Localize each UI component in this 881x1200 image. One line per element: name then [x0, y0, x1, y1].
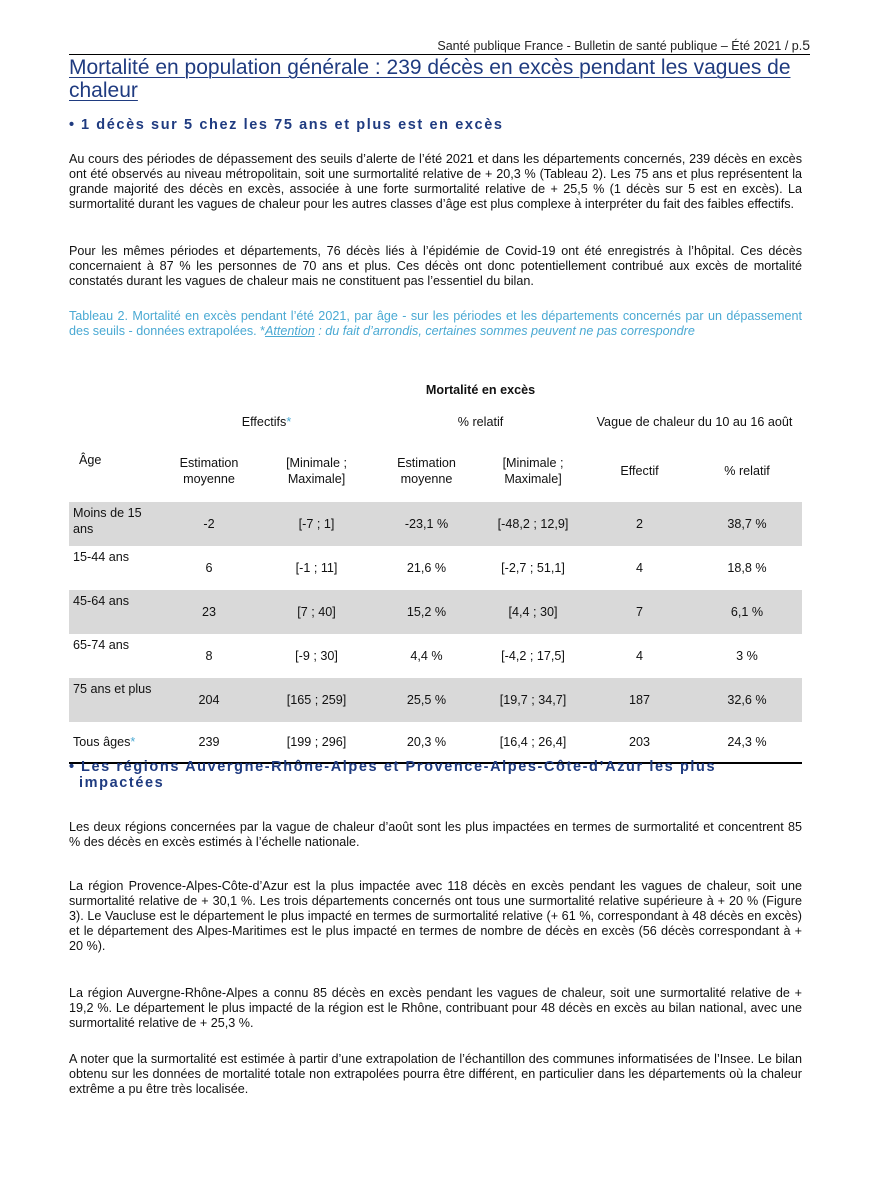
table-title: Mortalité en excès — [425, 383, 536, 397]
cell-pct-range: [19,7 ; 34,7] — [479, 678, 587, 722]
cell-estimation: -2 — [159, 502, 259, 546]
paragraph-regions-intro: Les deux régions concernées par la vague de chaleur d’août sont les plus impactées en termes de surmortalité et concentrent 85 % des décès en excès estimés à l’échelle nationale. — [69, 820, 802, 849]
cell-pct-range: [4,4 ; 30] — [479, 590, 587, 634]
cell-range: [-7 ; 1] — [259, 502, 374, 546]
cell-vague-effectif: 4 — [636, 561, 644, 575]
cell-estimation: 204 — [159, 678, 259, 722]
cell-age — [69, 722, 159, 763]
running-header-text: Santé publique France - Bulletin de santé publique – Été 2021 / p. — [437, 39, 803, 53]
col-header-age: Âge — [79, 453, 102, 467]
caption-note: : du fait d’arrondis, certaines sommes peuvent ne pas correspondre — [314, 324, 695, 338]
caption-main: Tableau 2. Mortalité en excès pendant l’été 2021, par âge - sur les périodes et les départements concernés par un dépassement des seuils - données extrapolées. * — [69, 309, 802, 338]
table-row — [69, 502, 802, 546]
cell-pct-range: [-4,2 ; 17,5] — [501, 649, 565, 663]
header-effectifs-text: Effectifs — [241, 415, 287, 429]
cell-pct-range: [-2,7 ; 51,1] — [501, 561, 565, 575]
cell-estimation: 8 — [205, 649, 213, 663]
cell-vague-effectif: 2 — [587, 502, 692, 546]
table-row — [69, 678, 802, 722]
cell-estimation: 239 — [159, 722, 259, 763]
page-title: Mortalité en population générale : 239 décès en excès pendant les vagues de chaleur — [69, 56, 791, 102]
cell-range: [-9 ; 30] — [295, 649, 338, 663]
col-header-pct-relatif: % relatif — [724, 464, 770, 478]
section-heading-age — [69, 117, 809, 133]
header-effectifs-star: * — [286, 415, 292, 429]
cell-pct-range: [16,4 ; 26,4] — [479, 722, 587, 763]
cell-age: 75 ans et plus — [69, 678, 159, 722]
cell-range: [7 ; 40] — [259, 590, 374, 634]
paragraph-extrapolation-note: A noter que la surmortalité est estimée à partir d’une extrapolation de l’échantillon des communes informatisées de l’Insee. Le bilan obtenu sur les données de mortalité totale non extrapolées pourra être différent, en particulier dans les départements où la chaleur extrême a pu être très localisée. — [69, 1052, 802, 1096]
cell-vague-pct: 24,3 % — [692, 722, 802, 763]
cell-vague-pct: 6,1 % — [692, 590, 802, 634]
col-header-effectif: Effectif — [620, 464, 659, 478]
cell-vague-effectif: 4 — [636, 649, 644, 663]
paragraph-paca: La région Provence-Alpes-Côte-d’Azur est la plus impactée avec 118 décès en excès pendant les vagues de chaleur, soit une surmortalité relative de + 30,1 %. Les trois départements concernés ont tous une surmortalité relative supérieure à + 20 % (Figure 3). Le Vaucluse est le département le plus impacté en termes de surmortalité relative (+ 61 %, correspondant à 48 décès en excès) et le département des Alpes-Maritimes est le plus impacté en termes de nombre de décès en excès (56 décès correspondant à + 20 %). — [69, 879, 802, 953]
cell-range: [199 ; 296] — [259, 722, 374, 763]
heading-bullet: • — [69, 117, 75, 133]
cell-pct: 21,6 % — [406, 561, 447, 575]
running-header — [437, 37, 810, 53]
header-relatif: % relatif — [457, 415, 504, 429]
cell-pct: 25,5 % — [374, 678, 479, 722]
cell-vague-pct: 38,7 % — [692, 502, 802, 546]
heading-bullet: • — [69, 759, 75, 775]
col-header-min-max: [Minimale ; Maximale] — [286, 456, 347, 486]
col-header-estimation-pct: Estimation moyenne — [397, 456, 456, 486]
header-rule — [69, 54, 810, 55]
cell-vague-pct: 18,8 % — [727, 561, 767, 575]
cell-age: 45-64 ans — [69, 590, 159, 634]
cell-estimation: 6 — [205, 561, 213, 575]
cell-range: [-1 ; 11] — [295, 561, 338, 575]
cell-pct: 20,3 % — [374, 722, 479, 763]
table-row — [69, 546, 802, 590]
cell-vague-effectif: 187 — [587, 678, 692, 722]
mortality-table — [69, 404, 802, 764]
section-heading-age-text: 1 décès sur 5 chez les 75 ans et plus est en excès — [81, 117, 504, 133]
cell-pct-range: [-48,2 ; 12,9] — [479, 502, 587, 546]
table-group-header-row — [69, 404, 802, 440]
section-heading-regions — [69, 759, 809, 791]
header-vague: Vague de chaleur du 10 au 16 août — [596, 415, 793, 429]
cell-estimation: 23 — [159, 590, 259, 634]
cell-range: [165 ; 259] — [259, 678, 374, 722]
section-heading-regions-line2: impactées — [79, 775, 165, 791]
cell-pct: 4,4 % — [410, 649, 443, 663]
table-row — [69, 590, 802, 634]
cell-vague-effectif: 203 — [587, 722, 692, 763]
table-column-header-row — [69, 440, 802, 502]
paragraph-excess-deaths: Au cours des périodes de dépassement des seuils d’alerte de l’été 2021 et dans les départements concernés, 239 décès en excès ont été observés au niveau métropolitain, soit une surmortalité relative de + 20,3 % (Tableau 2). Les 75 ans et plus représentent la grande majorité des décès en excès, associée à une forte surmortalité relative de + 25,5 % (1 décès sur 5 est en excès). La surmortalité durant les vagues de chaleur pour les autres classes d’âge est plus complexe à interpréter du fait des faibles effectifs. — [69, 152, 802, 211]
col-header-min-max-pct: [Minimale ; Maximale] — [502, 456, 564, 486]
cell-age: Moins de 15 ans — [69, 502, 159, 546]
page-number: 5 — [802, 37, 810, 53]
caption-attention: Attention — [265, 324, 315, 338]
cell-vague-pct: 3 % — [736, 649, 758, 663]
cell-vague-pct: 32,6 % — [692, 678, 802, 722]
cell-age: 65-74 ans — [73, 638, 130, 652]
total-star: * — [130, 735, 136, 749]
cell-pct: 15,2 % — [374, 590, 479, 634]
paragraph-covid: Pour les mêmes périodes et départements, 76 décès liés à l’épidémie de Covid-19 ont été enregistrés à l’hôpital. Ces décès concernaient à 87 % les personnes de 70 ans et plus. Ces décès ont donc potentiellement contribué aux excès de mortalité constatés durant les vagues de chaleur mais ne constituent pas l’essentiel du bilan. — [69, 244, 802, 288]
table-row — [69, 634, 802, 678]
table-caption — [69, 309, 802, 339]
header-empty-cell — [69, 404, 159, 440]
cell-age-text: Tous âges — [73, 735, 131, 749]
cell-age: 15-44 ans — [73, 550, 130, 564]
mortality-table-block — [69, 376, 802, 764]
header-effectifs — [159, 404, 374, 440]
paragraph-ara: La région Auvergne-Rhône-Alpes a connu 85 décès en excès pendant les vagues de chaleur, soit une surmortalité relative de + 19,2 %. Le département le plus impacté de la région est le Rhône, contribuant pour 48 décès en excès au bilan national, avec une surmortalité relative de + 25,3 %. — [69, 986, 802, 1030]
table-row-total — [69, 722, 802, 763]
section-heading-regions-line1: Les régions Auvergne-Rhône-Alpes et Provence-Alpes-Côte-d’Azur les plus — [81, 759, 717, 775]
cell-pct: -23,1 % — [374, 502, 479, 546]
cell-vague-effectif: 7 — [587, 590, 692, 634]
col-header-estimation: Estimation moyenne — [179, 456, 239, 486]
